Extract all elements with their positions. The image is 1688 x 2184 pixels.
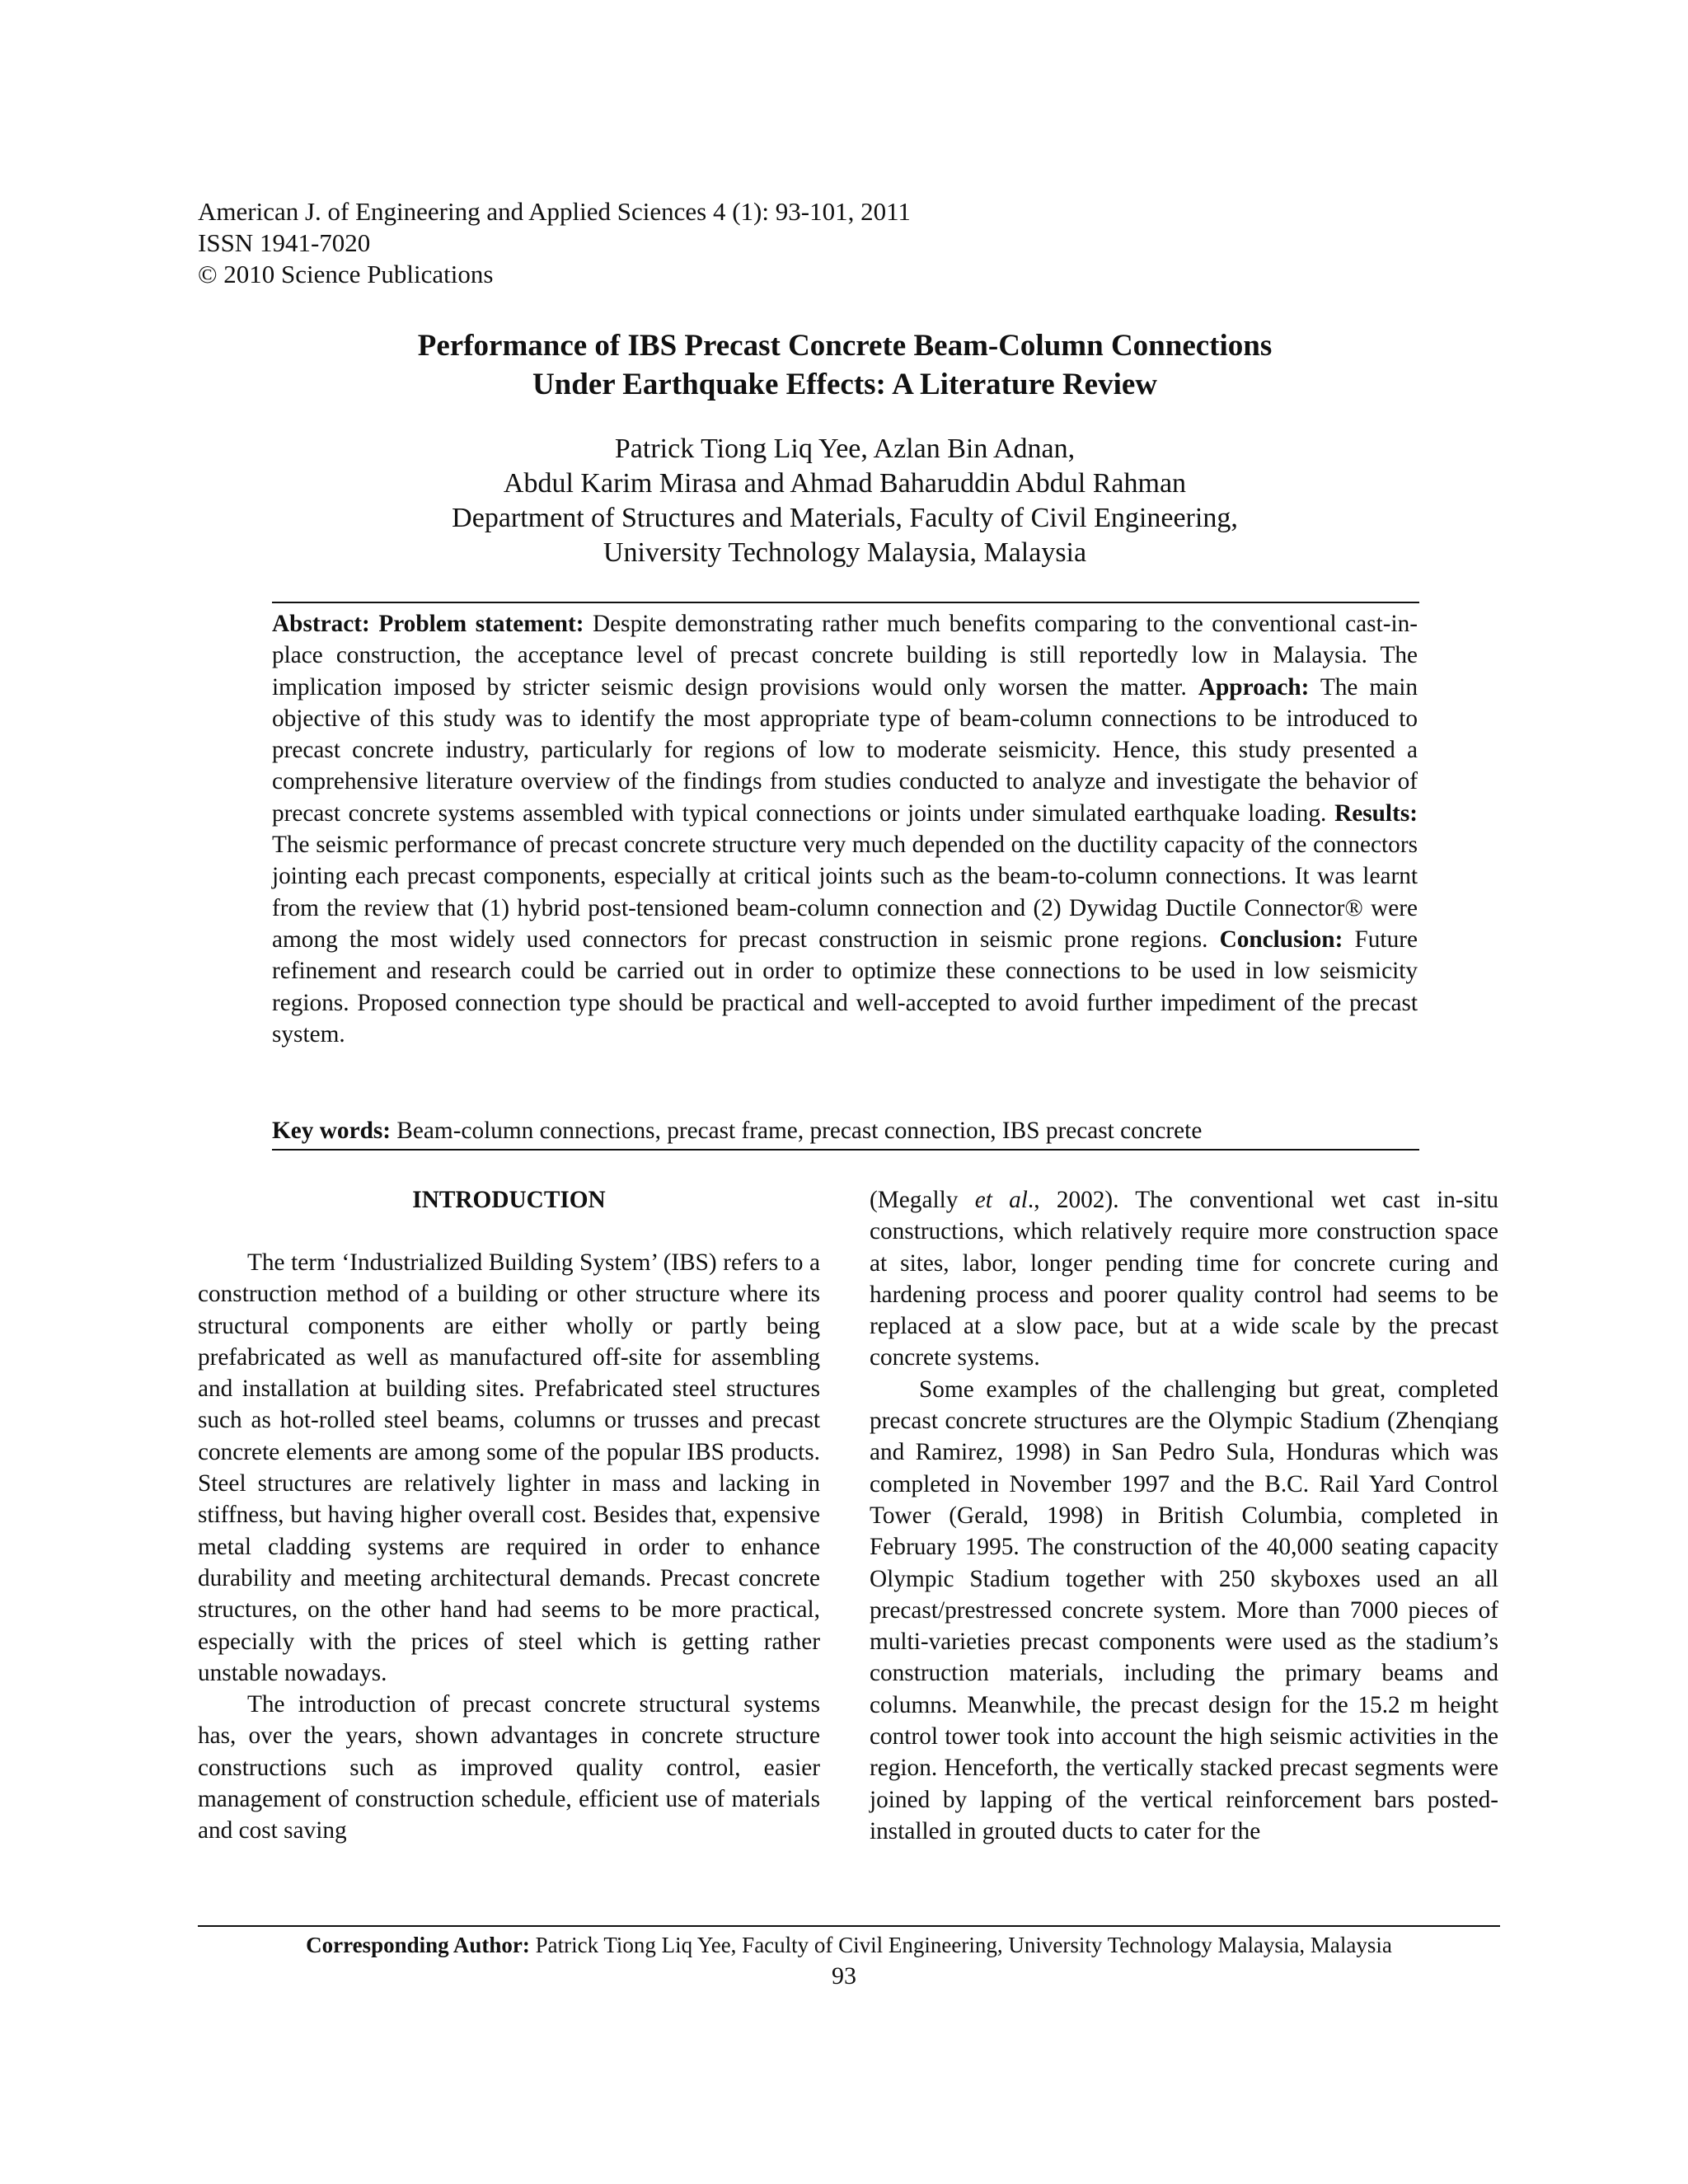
conclusion-text: Future refinement and research could be carried out in order to optimize these connections to be used in low seismicity regions. Proposed connection type should be practical and well-accepted to avoid further impediment of the precast system.: [272, 926, 1418, 1047]
paper-title-line-1: Performance of IBS Precast Concrete Beam-Column Connections: [417, 329, 1273, 363]
authors-line-2: Abdul Karim Mirasa and Ahmad Baharuddin Abdul Rahman: [503, 468, 1187, 499]
intro-paragraph-1: The term ‘Industrialized Building System’ (IBS) refers to a construction method of a building or other structure where its structural components are either wholly or partly being prefabricated as well as manufactured off-site for assembling and installation at building sites. Prefabricated steel structures such as hot-rolled steel beams, columns or trusses and precast concrete elements are among some of the popular IBS products. Steel structures are relatively lighter in mass and lacking in stiffness, but having higher overall cost. Besides that, expensive metal cladding systems are required in order to enhance durability and meeting architectural demands. Precast concrete structures, on the other hand had seems to be more practical, especially with the prices of steel which is getting rather unstable nowadays.: [198, 1249, 820, 1686]
keywords: [272, 1115, 1418, 1146]
conclusion-label: Conclusion:: [1219, 926, 1343, 953]
problem-statement-text: Despite demonstrating rather much benefits comparing to the conventional cast-in-place construction, the acceptance level of precast concrete building is still reportedly low in Malaysia. The implication imposed by stricter seismic design provisions would only worsen the matter.: [272, 611, 1418, 701]
intro-paragraph-3: [870, 1184, 1498, 1374]
keywords-bottom-rule: [272, 1149, 1419, 1151]
abstract-label: Abstract:: [272, 611, 370, 637]
corresponding-author-label: Corresponding Author:: [306, 1933, 530, 1957]
paper-title-line-2: Under Earthquake Effects: A Literature Review: [532, 368, 1158, 401]
problem-statement-label: Problem statement:: [378, 611, 584, 637]
approach-text: The main objective of this study was to identify the most appropriate type of beam-column connections to be introduced to precast concrete industry, particularly for regions of low to moderate seismicity. Hence, this study presented a comprehensive literature overview of the findings from studies conducted to analyze and investigate the behavior of precast concrete systems assembled with typical connections or joints under simulated earthquake loading.: [272, 673, 1418, 827]
journal-header: [198, 196, 911, 290]
affiliation-line-2: University Technology Malaysia, Malaysia: [603, 537, 1087, 568]
results-text: The seismic performance of precast concrete structure very much depended on the ductility capacity of the connectors jointing each precast components, especially at critical joints such as the beam-to-column connections. It was learnt from the review that (1) hybrid post-tensioned beam-column connection and (2) Dywidag Ductile Connector® were among the most widely used connectors for precast construction in seismic prone regions.: [272, 832, 1418, 953]
journal-issn: ISSN 1941-7020: [198, 228, 371, 257]
authors-line-1: Patrick Tiong Liq Yee, Azlan Bin Adnan,: [614, 434, 1076, 464]
keywords-text: Beam-column connections, precast frame, precast connection, IBS precast concrete: [391, 1118, 1203, 1144]
corresponding-author: [198, 1931, 1500, 1959]
author-block: [272, 432, 1418, 570]
journal-citation: American J. of Engineering and Applied Sciences 4 (1): 93-101, 2011: [198, 197, 911, 226]
intro-p3-rest: ., 2002). The conventional wet cast in-situ constructions, which relatively require more construction space at sites, labor, longer pending time for concrete curing and hardening process and poorer quality control had seems to be replaced at a slow pace, but at a wide scale by the precast concrete systems.: [870, 1187, 1498, 1371]
abstract: [272, 608, 1418, 1050]
affiliation-line-1: Department of Structures and Materials, Faculty of Civil Engineering,: [452, 503, 1238, 533]
footer-rule: [198, 1925, 1500, 1927]
journal-copyright: © 2010 Science Publications: [198, 260, 494, 288]
paper-title: [272, 326, 1418, 404]
intro-paragraph-2: The introduction of precast concrete structural systems has, over the years, shown advantages in concrete structure constructions such as improved quality control, easier management of construction schedule, efficient use of materials and cost saving: [198, 1691, 820, 1844]
page-number: 93: [832, 1962, 856, 1990]
left-column: [198, 1184, 820, 1847]
abstract-top-rule: [272, 602, 1419, 603]
introduction-heading: INTRODUCTION: [412, 1187, 606, 1213]
intro-p3-etal: et al: [974, 1187, 1028, 1213]
corresponding-author-text: Patrick Tiong Liq Yee, Faculty of Civil Engineering, University Technology Malaysia, Malaysia: [529, 1933, 1392, 1957]
approach-label: Approach:: [1198, 673, 1310, 701]
intro-paragraph-4: Some examples of the challenging but great, completed precast concrete structures are the Olympic Stadium (Zhenqiang and Ramirez, 1998) in San Pedro Sula, Honduras which was completed in November 1997 and the B.C. Rail Yard Control Tower (Gerald, 1998) in British Columbia, completed in February 1995. The construction of the 40,000 seating capacity Olympic Stadium together with 250 skyboxes used an all precast/prestressed concrete system. More than 7000 pieces of multi-varieties precast components were used as the stadium’s construction materials, including the primary beams and columns. Meanwhile, the precast design for the 15.2 m height control tower took into account the high seismic activities in the region. Henceforth, the vertically stacked precast segments were joined by lapping of the vertical reinforcement bars posted-installed in grouted ducts to cater for the: [870, 1376, 1498, 1844]
results-label: Results:: [1334, 799, 1418, 827]
keywords-label: Key words:: [272, 1118, 392, 1144]
right-column: [870, 1184, 1498, 1847]
intro-p3-start: (Megally: [870, 1187, 975, 1213]
